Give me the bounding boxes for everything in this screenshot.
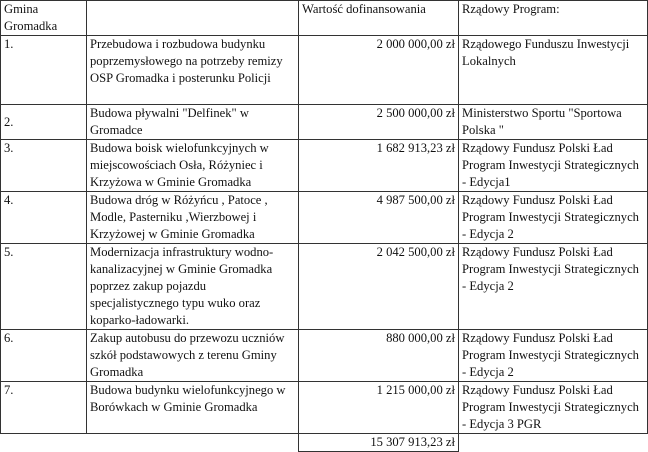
row-value: 1 215 000,00 zł (299, 382, 459, 434)
row-program: Rządowy Fundusz Polski Ład Program Inwestycji Strategicznych - Edycja1 (459, 140, 648, 192)
row-number: 3. (1, 140, 87, 192)
row-description: Przebudowa i rozbudowa budynku poprzemysłowego na potrzeby remizy OSP Gromadka i posterunku Policji (87, 36, 299, 105)
table-row (1, 382, 648, 434)
row-description: Budowa budynku wielofunkcyjnego w Borówkach w Gminie Gromadka (87, 382, 299, 434)
header-row (1, 1, 648, 36)
row-number: 7. (1, 382, 87, 434)
header-gmina: Gmina Gromadka (1, 1, 87, 36)
table-row (1, 244, 648, 330)
row-value: 880 000,00 zł (299, 330, 459, 382)
total-value: 15 307 913,23 zł (299, 434, 459, 452)
row-program: Rządowy Fundusz Polski Ład Program Inwestycji Strategicznych - Edycja 3 PGR (459, 382, 648, 434)
header-program: Rządowy Program: (459, 1, 648, 36)
total-blank-2 (87, 434, 299, 452)
header-value: Wartość dofinansowania (299, 1, 459, 36)
row-description: Budowa boisk wielofunkcyjnych w miejscowościach Osła, Różyniec i Krzyżowa w Gminie Gromadka (87, 140, 299, 192)
total-row (1, 434, 648, 452)
row-value: 1 682 913,23 zł (299, 140, 459, 192)
header-desc (87, 1, 299, 36)
row-program: Rządowy Fundusz Polski Ład Program Inwestycji Strategicznych - Edycja 2 (459, 330, 648, 382)
total-blank-1 (1, 434, 87, 452)
table-row (1, 330, 648, 382)
row-value: 4 987 500,00 zł (299, 192, 459, 244)
row-number: 4. (1, 192, 87, 244)
row-description: Budowa dróg w Różyńcu , Patoce , Modle, Pasterniku ,Wierzbowej i Krzyżowej w Gminie Gromadka (87, 192, 299, 244)
row-value: 2 000 000,00 zł (299, 36, 459, 105)
row-number: 1. (1, 36, 87, 105)
row-value: 2 500 000,00 zł (299, 105, 459, 140)
table-row (1, 105, 648, 140)
row-description: Zakup autobusu do przewozu uczniów szkół podstawowych z terenu Gminy Gromadka (87, 330, 299, 382)
table-row (1, 140, 648, 192)
row-number: 5. (1, 244, 87, 330)
row-program: Rządowego Funduszu Inwestycji Lokalnych (459, 36, 648, 105)
row-program: Ministerstwo Sportu "Sportowa Polska " (459, 105, 648, 140)
row-program: Rządowy Fundusz Polski Ład Program Inwestycji Strategicznych - Edycja 2 (459, 192, 648, 244)
row-program: Rządowy Fundusz Polski Ład Program Inwestycji Strategicznych - Edycja 2 (459, 244, 648, 330)
table-row (1, 36, 648, 105)
row-description: Budowa pływalni "Delfinek" w Gromadce (87, 105, 299, 140)
total-blank-3 (459, 434, 648, 452)
row-value: 2 042 500,00 zł (299, 244, 459, 330)
table-row (1, 192, 648, 244)
row-number: 6. (1, 330, 87, 382)
row-description: Modernizacja infrastruktury wodno-kanalizacyjnej w Gminie Gromadka poprzez zakup pojazdu specjalistycznego typu wuko oraz koparko-ładowarki. (87, 244, 299, 330)
row-number: 2. (1, 105, 87, 140)
